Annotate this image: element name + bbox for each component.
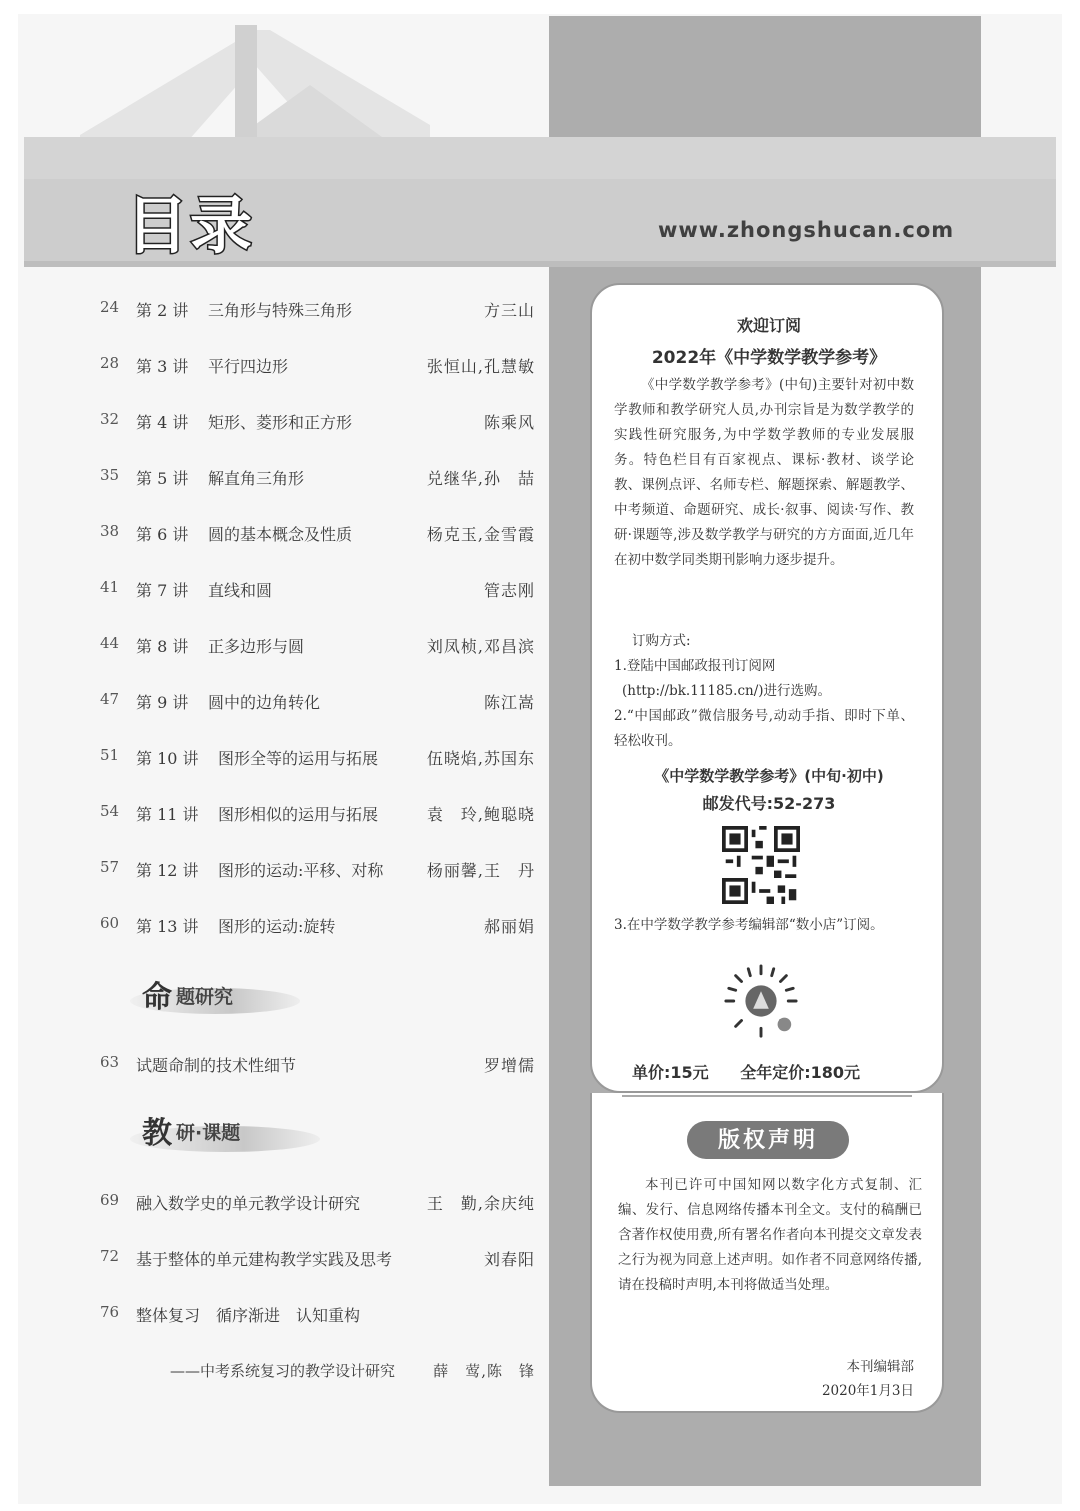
- section-heading-research: [110, 972, 310, 1022]
- article-title: 图形相似的运用与拓展: [218, 805, 379, 824]
- lecture-number: 第 13 讲: [136, 917, 199, 936]
- article-title: 圆中的边角转化: [208, 693, 321, 712]
- article-author: 杨丽馨,王 丹: [426, 861, 535, 880]
- divider: [622, 1095, 912, 1097]
- order-method-1: 1.登陆中国邮政报刊订阅网: [614, 658, 776, 674]
- page-number: 60: [100, 914, 120, 932]
- section-heading-teaching: [110, 1108, 330, 1158]
- toc-entry[interactable]: [90, 1053, 535, 1083]
- toc-entry[interactable]: [90, 578, 535, 608]
- order-method-1-url[interactable]: (http://bk.11185.cn/)进行选购。: [622, 683, 832, 699]
- article-author: 袁 玲,鲍聪晓: [426, 805, 535, 824]
- article-title: 图形的运动:旋转: [218, 917, 336, 936]
- article-title: 基于整体的单元建构教学实践及思考: [136, 1250, 393, 1269]
- lecture-number: 第 4 讲: [136, 413, 189, 432]
- lecture-number: 第 7 讲: [136, 581, 189, 600]
- page-number: 69: [100, 1191, 120, 1209]
- lecture-number: 第 11 讲: [136, 805, 199, 824]
- toc-entry[interactable]: [90, 746, 535, 776]
- toc-entry[interactable]: [90, 858, 535, 888]
- article-title: 直线和圆: [208, 581, 273, 600]
- article-author: 杨克玉,金雪霞: [426, 525, 535, 544]
- article-author: 陈乘风: [483, 413, 535, 432]
- subscription-card: [590, 283, 944, 1093]
- article-subtitle: [170, 1360, 535, 1381]
- mini-program-code-icon[interactable]: [722, 962, 800, 1040]
- toc-entry[interactable]: [90, 410, 535, 440]
- order-method-label: 订购方式:: [632, 633, 691, 649]
- article-title: 图形全等的运用与拓展: [218, 749, 379, 768]
- toc-entry[interactable]: [90, 914, 535, 944]
- subtitle-text: ——中考系统复习的教学设计研究: [170, 1362, 396, 1380]
- copyright-badge: 版权声明: [687, 1121, 849, 1159]
- page-title: 目录: [126, 189, 255, 262]
- page-number: 41: [100, 578, 120, 596]
- page-number: 76: [100, 1303, 120, 1321]
- article-title: 矩形、菱形和正方形: [208, 413, 353, 432]
- page-number: 35: [100, 466, 120, 484]
- article-author: 陈江嵩: [483, 693, 535, 712]
- page-number: 28: [100, 354, 120, 372]
- article-title: 解直角三角形: [208, 469, 305, 488]
- article-author: 王 勤,余庆纯: [426, 1194, 535, 1213]
- page-number: 54: [100, 802, 120, 820]
- article-title: 圆的基本概念及性质: [208, 525, 353, 544]
- toc-entry[interactable]: [90, 802, 535, 832]
- article-author: 郝丽娟: [483, 917, 535, 936]
- article-author: 兑继华,孙 喆: [426, 469, 535, 488]
- article-author: 罗增儒: [483, 1056, 535, 1075]
- postal-code: 邮发代号:52-273: [702, 794, 836, 813]
- signature-date: 2020年1月3日: [821, 1383, 914, 1399]
- section-heading-big-char: 教: [142, 1116, 172, 1151]
- page-number: 24: [100, 298, 120, 316]
- article-author: 薛 莺,陈 锋: [433, 1362, 535, 1380]
- article-title: 正多边形与圆: [208, 637, 305, 656]
- lecture-number: 第 12 讲: [136, 861, 199, 880]
- lecture-number: 第 8 讲: [136, 637, 189, 656]
- article-author: 伍晓焰,苏国东: [426, 749, 535, 768]
- toc-entry[interactable]: [90, 466, 535, 496]
- page-number: 47: [100, 690, 120, 708]
- article-author: 张恒山,孔慧敏: [426, 357, 535, 376]
- article-author: 管志刚: [483, 581, 535, 600]
- article-author: 方三山: [483, 301, 535, 320]
- lecture-number: 第 9 讲: [136, 693, 189, 712]
- section-heading-rest: 研·课题: [176, 1122, 241, 1144]
- page-number: 51: [100, 746, 120, 764]
- price-row: [632, 1060, 860, 1083]
- page-number: 72: [100, 1247, 120, 1265]
- article-title: 平行四边形: [208, 357, 289, 376]
- article-title: 三角形与特殊三角形: [208, 301, 353, 320]
- toc-entry[interactable]: [90, 690, 535, 720]
- toc-entry[interactable]: [90, 1191, 535, 1221]
- website-url[interactable]: www.zhongshucan.com: [658, 218, 955, 242]
- page-number: 38: [100, 522, 120, 540]
- lecture-number: 第 2 讲: [136, 301, 189, 320]
- section-heading-big-char: 命: [142, 980, 172, 1015]
- copyright-text: 本刊已许可中国知网以数字化方式复制、汇编、发行、信息网络传播本刊全文。支付的稿酬已含著作权使用费,所有署名作者向本刊提交文章发表之行为视为同意上述声明。如作者不同意网络传播,请在投稿时声明,本刊将做适当处理。: [618, 1177, 922, 1293]
- article-title: 整体复习 循序渐进 认知重构: [136, 1306, 361, 1325]
- page-number: 63: [100, 1053, 120, 1071]
- article-title: 图形的运动:平移、对称: [218, 861, 384, 880]
- annual-price: 全年定价:180元: [740, 1063, 861, 1082]
- toc-entry[interactable]: [90, 522, 535, 552]
- order-method-3: 3.在中学数学教学参考编辑部“数小店”订阅。: [614, 917, 884, 933]
- toc-entry[interactable]: [90, 1247, 535, 1277]
- lecture-number: 第 10 讲: [136, 749, 199, 768]
- article-author: 刘凤桢,邓昌滨: [426, 637, 535, 656]
- lecture-number: 第 6 讲: [136, 525, 189, 544]
- truss-decoration: [70, 25, 430, 150]
- journal-name: 《中学数学教学参考》(中旬·初中): [654, 767, 884, 785]
- subscription-intro: 《中学数学教学参考》(中旬)主要针对初中数学教师和教学研究人员,办刊宗旨是为数学教学的实践性研究服务,为中学数学教师的专业发展服务。特色栏目有百家视点、课标·教材、谈学论教、课例点评、名师专栏、解题探索、解题教学、中考频道、命题研究、成长·叙事、阅读·写作、教研·课题等,涉及数学教学与研究的方方面面,近几年在初中数学同类期刊影响力逐步提升。: [614, 377, 914, 568]
- toc-entry[interactable]: [90, 1303, 535, 1333]
- lecture-number: 第 5 讲: [136, 469, 189, 488]
- article-title: 试题命制的技术性细节: [136, 1056, 297, 1075]
- lecture-number: 第 3 讲: [136, 357, 189, 376]
- toc-entry[interactable]: [90, 298, 535, 328]
- toc-entry[interactable]: [90, 634, 535, 664]
- article-author: 刘春阳: [483, 1250, 535, 1269]
- order-method-2: 2.“中国邮政”微信服务号,动动手指、即时下单、轻松收刊。: [614, 708, 914, 749]
- page-number: 32: [100, 410, 120, 428]
- editorial-signature: 本刊编辑部: [846, 1359, 914, 1375]
- article-title: 融入数学史的单元教学设计研究: [136, 1194, 361, 1213]
- toc-entry[interactable]: [90, 354, 535, 384]
- page-number: 57: [100, 858, 120, 876]
- subscription-welcome: 欢迎订阅: [736, 316, 801, 335]
- section-heading-rest: 题研究: [176, 986, 234, 1008]
- copyright-card: [590, 1093, 944, 1413]
- unit-price: 单价:15元: [632, 1063, 709, 1082]
- page-number: 44: [100, 634, 120, 652]
- qr-code-icon[interactable]: [722, 826, 800, 904]
- subscription-headline: 2022年《中学数学教学参考》: [651, 348, 887, 368]
